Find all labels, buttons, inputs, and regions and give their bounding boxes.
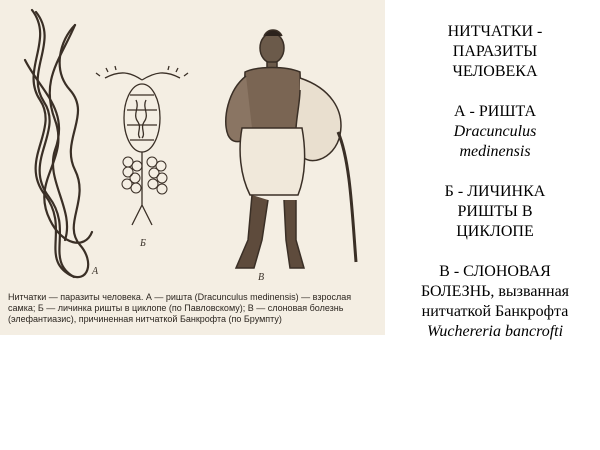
guinea-worm-drawing — [25, 10, 92, 277]
item-c-line-2 — [392, 282, 598, 302]
illustration — [0, 0, 385, 335]
description-text — [392, 22, 598, 342]
spacer — [392, 82, 598, 102]
illustration-panel — [0, 0, 385, 335]
item-c-disease: БОЛЕЗНЬ — [420, 283, 491, 300]
elephantiasis-drawing — [226, 30, 356, 268]
spacer — [392, 242, 598, 262]
item-c-line-1: В - СЛОНОВАЯ — [439, 263, 551, 280]
item-b-line-1: Б - ЛИЧИНКА — [444, 183, 546, 200]
spacer — [392, 162, 598, 182]
item-c-latin: Wuchereria bancrofti — [426, 323, 564, 340]
item-a-latin-2: medinensis — [459, 143, 531, 160]
figure-label-b: Б — [140, 238, 146, 249]
title-line-1: НИТЧАТКИ - — [447, 23, 543, 40]
item-c-line-3: нитчаткой Банкрофта — [421, 303, 569, 320]
item-a-heading: А - РИШТА — [453, 103, 536, 120]
figure-label-a: А — [92, 266, 99, 277]
item-b-line-2: РИШТЫ В — [457, 203, 533, 220]
item-c-caused-by: , вызванная — [490, 283, 570, 300]
title-line-2: ПАРАЗИТЫ — [452, 43, 538, 60]
cyclops-drawing — [96, 66, 188, 225]
figure-caption: Нитчатки — паразиты человека. А — ришта (Dracunculus medinensis) — взрослая самка; Б — личинка ришты в циклопе (по Павловскому); В — слоновая болезнь (элефантиазис), причиненная нитчаткой Банкрофта (по Брумпту) — [8, 292, 352, 324]
item-b-line-3: ЦИКЛОПЕ — [456, 223, 534, 240]
figure-label-c: В — [258, 272, 265, 283]
item-a-latin-1: Dracunculus — [453, 123, 537, 140]
title-line-3: ЧЕЛОВЕКА — [452, 63, 538, 80]
